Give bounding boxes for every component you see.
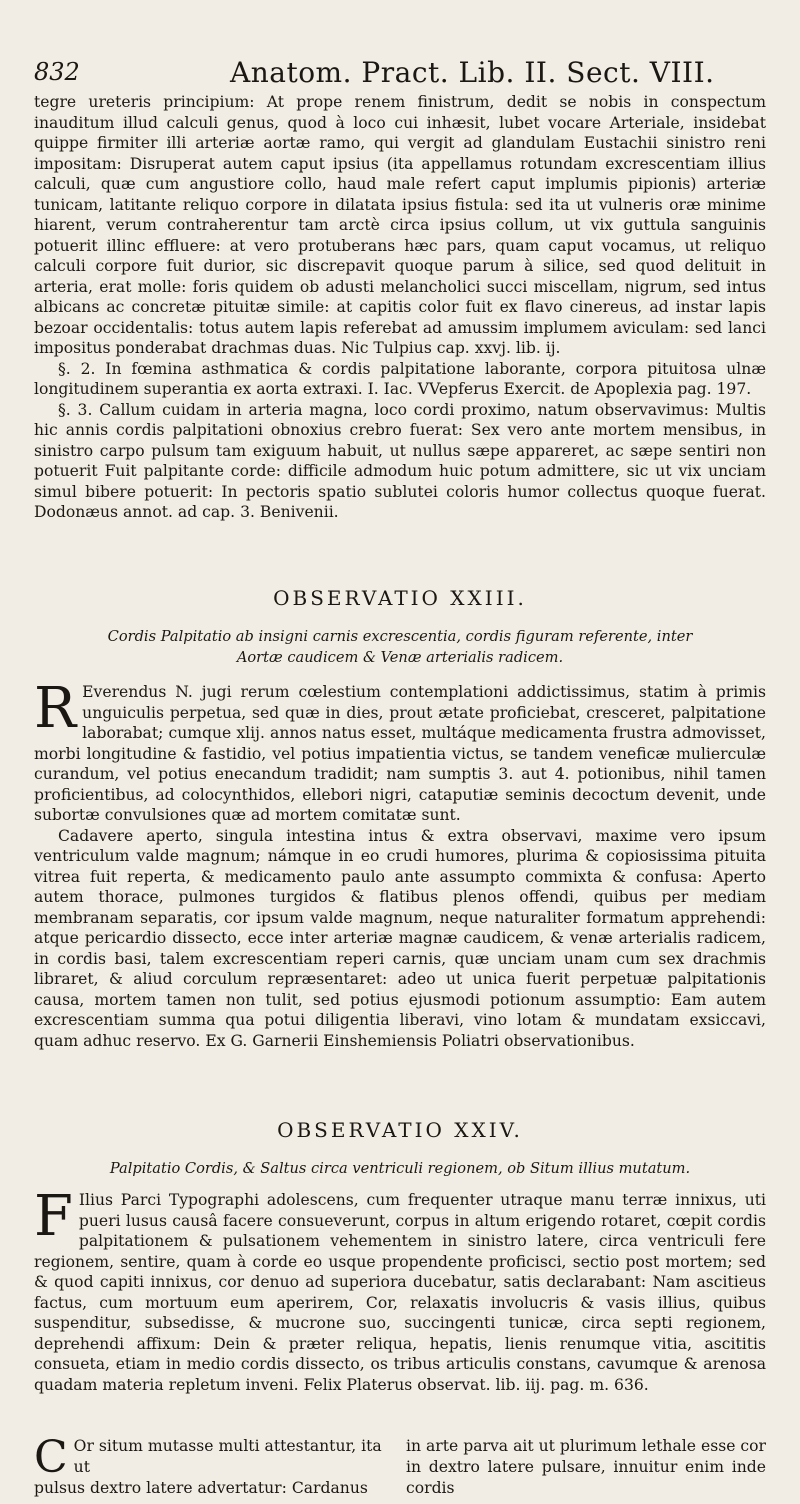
observation-24-paragraph-text: Ilius Parci Typographi adolescens, cum frequenter utraque manu terræ innixus, uti pueri lusus causâ facere consueverunt, corpus in altum erigendo rotaret, cœpit cordis palpitationem & pulsationem vehementem in sinistro latere, circa ventriculi fere regionem, sentire, quam à corde eo usque propendente proficisci, sectio post mortem; sed & quod capiti innixus, cor denuo ad superiora ducebatur, satis declarabant: Nam ascitieus factus, cum mortuum eum aperirem, Cor, relaxatis involucris & vasis illius, quibus suspenditur, subsedisse, & mucrone suo, succingenti tunicæ, circa septi regionem, deprehendi affixum: Dein & præter reliqua, hepatis, lienis renumque vitia, ascititis consueta, etiam in medio cordis dissecto, os tribus articulis constans, cavumque & arenosa quadam materia repletum inveni. Felix Platerus observat. lib. iij. pag. m. 636. xyxy=(34,1191,766,1394)
page-number: 832 xyxy=(34,58,80,86)
left-column-line-1: Or situm mutasse multi attestantur, ita ut xyxy=(73,1437,382,1476)
section-text-top xyxy=(34,92,766,523)
observation-23-heading: OBSERVATIO XXIII. xyxy=(273,586,527,610)
running-title: Anatom. Pract. Lib. II. Sect. VIII. xyxy=(230,56,715,89)
paragraph-s3: §. 3. Callum cuidam in arteria magna, loco cordi proximo, natum observavimus: Multis hic annis cordis palpitationi obnoxius crebro fuerat: Sex vero ante mortem mensibus, in sinistro carpo pulsum tam exiguum habuit, ut nullus sæpe appareret, ac sæpe sentiri non potuerit Fuit palpitante corde: difficile admodum huic potum admittere, sic ut vix unciam simul bibere potuerit: In pectoris spatio sublutei coloris humor collectus quoque fuerat. Dodonæus annot. ad cap. 3. Benivenii. xyxy=(34,400,766,521)
observation-23-body xyxy=(34,676,766,1051)
observation-24-paragraph xyxy=(34,1184,766,1395)
observation-23-paragraph-1 xyxy=(34,676,766,826)
paragraph-s2: §. 2. In fœmina asthmatica & cordis palpitatione laborante, corpora pituitosa ulnæ longitudinem superantia ex aorta extraxi. I. Iac. VVepferus Exercit. de Apoplexia pag. 197. xyxy=(34,359,766,398)
observation-23-subtitle-line2: Aortæ caudicem & Venæ arterialis radicem. xyxy=(236,649,564,666)
observation-24-subtitle: Palpitatio Cordis, & Saltus circa ventriculi regionem, ob Situm illius mutatum. xyxy=(109,1160,691,1177)
left-column-line-2: pulsus dextro latere advertatur: Cardanus xyxy=(34,1479,368,1497)
page-header xyxy=(30,56,770,90)
observation-23-paragraph-1-text: Everendus N. jugi rerum cœlestium contemplationi addictissimus, statim à primis unguiculis perpetua, sed quæ in dies, prout ætate proficiebat, cresceret, palpitatione laborabat; cumque xlij. annos natus esset, multáque medicamenta frustra admovisset, morbi longitudine & fastidio, vel potius impatientia victus, se tandem veneficæ mulierculæ curandum, vel potius enecandum tradidit; nam sumptis 3. aut 4. potionibus, nihil tamen proficientibus, ad colocynthidos, ellebori nigri, cataputiæ seminis decoctum devenit, unde subortæ convulsiones quæ ad mortem comitatæ sunt. xyxy=(34,683,766,824)
dropcap-c: C xyxy=(34,1432,68,1483)
observation-24-body xyxy=(34,1184,766,1395)
continued-paragraph: tegre ureteris principium: At prope renem finistrum, dedit se nobis in conspectum inauditum illud calculi genus, quod à loco cui inhæsit, lubet vocare Arteriale, insidebat quippe firmiter illi arteriæ aortæ ramo, qui vergit ad glandulam Eustachii sinistro reni impositam: Disruperat autem caput ipsius (ita appellamus rotundam excrescentiam illius calculi, quæ cum angustiore collo, haud male refert caput implumis pipionis) arteriæ tunicam, latitante reliquo corpore in dilatata ipsius fistula: sed ita ut vulneris oræ minime hiarent, verum contraherentur tam arctè circa ipsius collum, ut vix guttula sanguinis potuerit illinc effluere: at vero protuberans hæc pars, quam caput vocamus, ut reliquo calculi corpore fuit durior, sic discrepavit quoque parum à silice, sed quod delituit in arteria, erat molle: foris quidem ob adusti melancholici succi miscellam, nigrum, sed intus albicans ac concretæ pituitæ simile: at capitis color fuit ex flavo cinereus, ad instar lapis bezoar occidentalis: totus autem lapis referebat ad amussim implumem aviculam: sed lanci impositus ponderabat drachmas duas. Nic Tulpius cap. xxvj. lib. ij. xyxy=(34,93,766,357)
observation-24-heading: OBSERVATIO XXIV. xyxy=(277,1118,523,1142)
left-column xyxy=(34,1432,394,1499)
dropcap-f: F xyxy=(34,1184,73,1249)
dropcap-r: R xyxy=(34,676,77,741)
two-column-footer-text xyxy=(34,1432,769,1497)
right-column: in arte parva ait ut plurimum lethale esse cor in dextro latere pulsare, innuitur enim inde cordis xyxy=(406,1437,766,1497)
observation-23-paragraph-2: Cadavere aperto, singula intestina intus & extra observavi, maxime vero ipsum ventriculum valde magnum; námque in eo crudi humores, plurima & copiosissima pituita vitrea fuit reperta, & medicamento paulo ante assumpto commixta & confusa: Aperto autem thorace, pulmones turgidos & flatibus plenos offendi, quibus per mediam membranam separatis, cor ipsum valde magnum, neque naturaliter formatum apprehendi: atque pericardio dissecto, ecce inter arteriæ magnæ caudicem, & venæ arterialis radicem, in cordis basi, talem excrescentiam reperi carnis, quæ unciam unam cum sex drachmis libraret, & aliud corculum repræsentaret: adeo ut unica fuerit perpetuæ palpitationis causa, mortem tamen non tulit, sed potius ejusmodi potionum assumptio: Eam autem excrescentiam summa qua potui diligentia liberavi, vino lotam & mundatam exsiccavi, quam adhuc reservo. Ex G. Garnerii Einshemiensis Poliatri observationibus. xyxy=(34,826,766,1050)
observation-23-subtitle-line1: Cordis Palpitatio ab insigni carnis excrescentia, cordis figuram referente, inter xyxy=(107,628,693,645)
observation-23-subtitle xyxy=(90,626,710,668)
